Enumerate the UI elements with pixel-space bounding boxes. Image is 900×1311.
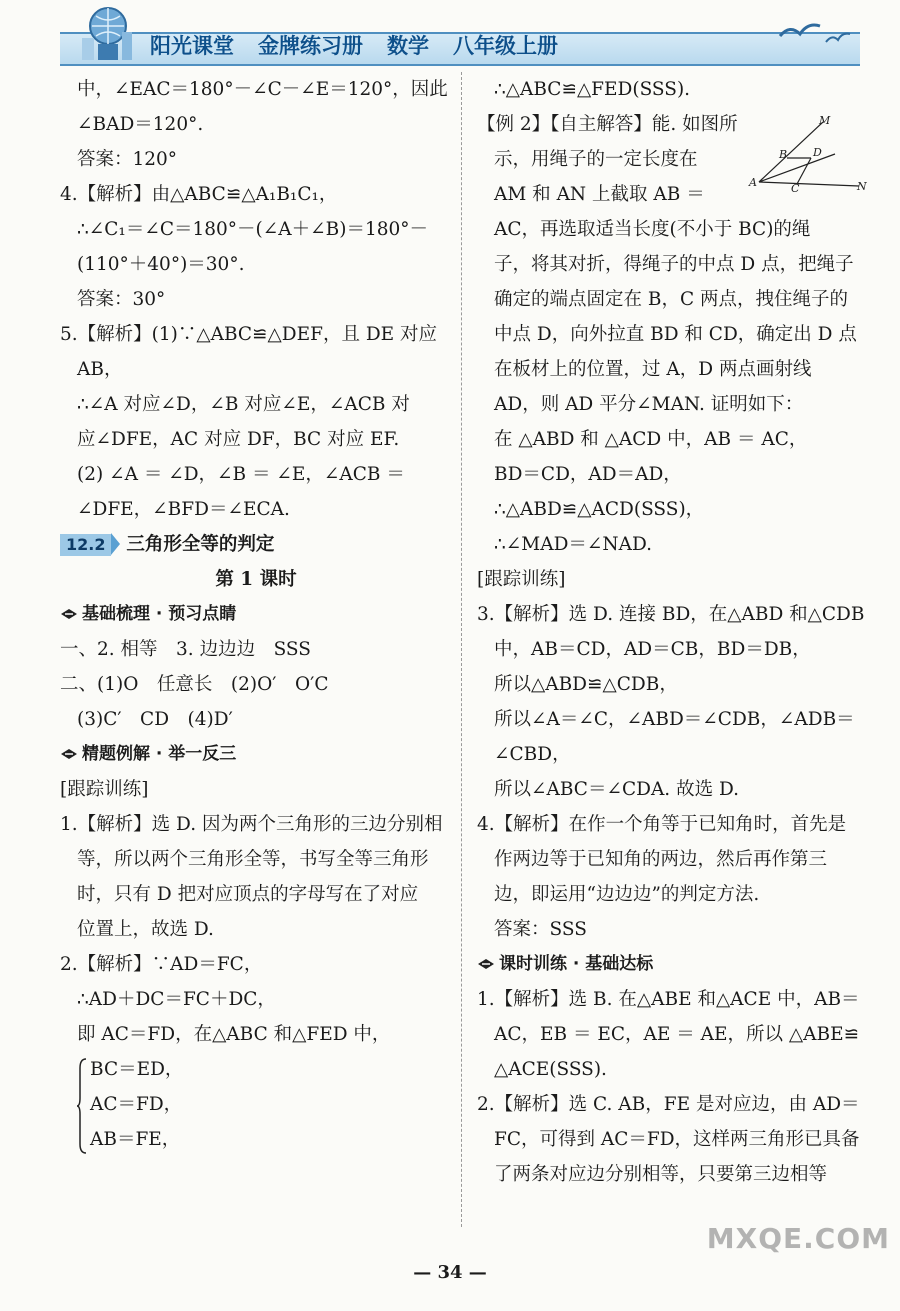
header-title xyxy=(150,30,582,60)
column-divider xyxy=(461,72,462,1227)
text-line: 示，用绳子的一定长度在 xyxy=(494,149,698,170)
text-line: 边，即运用“边边边”的判定方法. xyxy=(494,884,760,905)
page-number: — 34 — xyxy=(413,1262,487,1283)
text-line: 【例 2】【自主解答】能. 如图所 xyxy=(477,114,738,135)
answer-line: 答案：SSS xyxy=(494,919,587,940)
text-line: 1.【解析】选 D. 因为两个三角形的三边分别相 xyxy=(60,814,443,835)
answer-line: 答案：30° xyxy=(77,289,166,310)
text-line: 所以∠ABC＝∠CDA. 故选 D. xyxy=(494,779,739,800)
text-line: AC，再选取适当长度(不小于 BC)的绳 xyxy=(494,219,811,240)
text-line: ∴∠C₁＝∠C＝180°－(∠A＋∠B)＝180°－ xyxy=(77,219,429,240)
label-b: B xyxy=(779,148,788,161)
lesson-title: 第 1 课时 xyxy=(215,569,297,590)
text-line: 中，∠EAC＝180°－∠C－∠E＝120°，因此 xyxy=(77,79,448,100)
grade-name: 八年级上册 xyxy=(453,34,558,58)
book-name: 金牌练习册 xyxy=(258,34,363,58)
section-number-badge: 12.2 xyxy=(60,534,111,556)
label-c: C xyxy=(791,182,800,192)
text-line: 中点 D，向外拉直 BD 和 CD，确定出 D 点 xyxy=(494,324,857,345)
text-line: 3.【解析】选 D. 连接 BD，在△ABD 和△CDB xyxy=(477,604,865,625)
section-heading xyxy=(60,527,452,562)
subsection-heading xyxy=(60,737,452,772)
text-line: ∠CBD， xyxy=(494,744,571,765)
birds-icon xyxy=(770,6,860,56)
text-line: 作两边等于已知角的两边，然后再作第三 xyxy=(494,849,828,870)
text-line: ∠DFE，∠BFD＝∠ECA. xyxy=(77,499,290,520)
arrow-icon xyxy=(111,533,120,555)
label-n: N xyxy=(857,180,867,192)
text-line: 2.【解析】选 C. AB，FE 是对应边，由 AD＝ xyxy=(477,1094,860,1115)
text-line: 5.【解析】(1)∵△ABC≌△DEF，且 DE 对应 xyxy=(60,324,438,345)
diamond-bullet-icon xyxy=(60,748,78,760)
text-line: (110°＋40°)＝30°. xyxy=(77,254,245,275)
text-line: 4.【解析】由△ABC≌△A₁B₁C₁， xyxy=(60,184,338,205)
text-line: ∴∠MAD＝∠NAD. xyxy=(494,534,653,555)
text-line: 子，将其对折，得绳子的中点 D 点，把绳子 xyxy=(494,254,854,275)
label-d: D xyxy=(813,146,822,159)
diamond-bullet-icon xyxy=(477,958,495,970)
text-line: 所以∠A＝∠C，∠ABD＝∠CDB，∠ADB＝ xyxy=(494,709,855,730)
segment-cd xyxy=(797,158,811,184)
subsection-heading-text: 基础梳理 · 预习点睛 xyxy=(82,604,237,624)
text-line: 确定的端点固定在 B，C 两点，拽住绳子的 xyxy=(494,289,849,310)
text-line: 了两条对应边分别相等，只要第三边相等 xyxy=(494,1164,828,1185)
text-line: 即 AC＝FD，在△ABC 和△FED 中， xyxy=(77,1024,391,1045)
text-line: 等，所以两个三角形全等，书写全等三角形 xyxy=(77,849,429,870)
subsection-heading xyxy=(477,947,867,982)
text-line: AD，则 AD 平分∠MAN. 证明如下： xyxy=(494,394,804,415)
text-line: 中，AB＝CD，AD＝CB，BD＝DB， xyxy=(494,639,811,660)
page-header xyxy=(0,0,900,68)
series-name: 阳光课堂 xyxy=(150,34,234,58)
text-line: FC，可得到 AC＝FD，这样两三角形已具备 xyxy=(494,1129,860,1150)
right-column xyxy=(477,72,867,1192)
equation-line: BC＝ED， xyxy=(90,1059,184,1080)
diamond-bullet-icon xyxy=(60,608,78,620)
text-line: 2.【解析】∵AD＝FC， xyxy=(60,954,263,975)
answer-line: 答案：120° xyxy=(77,149,178,170)
text-line: ∴∠A 对应∠D，∠B 对应∠E，∠ACB 对 xyxy=(77,394,410,415)
text-line: AB， xyxy=(77,359,123,380)
text-line: △ACE(SSS). xyxy=(494,1059,607,1080)
globe-logo-icon xyxy=(78,2,148,64)
subsection-heading-text: 课时训练 · 基础达标 xyxy=(499,954,654,974)
subject-name: 数学 xyxy=(387,34,429,58)
subsection-heading-text: 精题例解 · 举一反三 xyxy=(82,744,237,764)
text-line: (3)C′ CD (4)D′ xyxy=(77,709,233,730)
text-line: [跟踪训练] xyxy=(60,779,149,800)
text-line: 在 △ABD 和 △ACD 中，AB ＝ AC， xyxy=(494,429,808,450)
text-line: 应∠DFE，AC 对应 DF，BC 对应 EF. xyxy=(77,429,400,450)
equation-line: AB＝FE， xyxy=(90,1129,181,1150)
text-line: BD＝CD，AD＝AD， xyxy=(494,464,682,485)
text-line: [跟踪训练] xyxy=(477,569,566,590)
text-line: 在板材上的位置，过 A，D 两点画射线 xyxy=(494,359,812,380)
label-m: M xyxy=(819,116,831,127)
text-line: 位置上，故选 D. xyxy=(77,919,214,940)
text-line: ∴△ABD≌△ACD(SSS)， xyxy=(494,499,705,520)
left-column xyxy=(60,72,452,1157)
angle-bisector-figure xyxy=(747,116,867,192)
text-line: (2) ∠A ＝ ∠D，∠B ＝ ∠E，∠ACB ＝ xyxy=(77,464,405,485)
equation-line: AC＝FD， xyxy=(90,1094,183,1115)
text-line: 4.【解析】在作一个角等于已知角时，首先是 xyxy=(477,814,847,835)
equation-system xyxy=(60,1052,452,1157)
text-line: 一、2. 相等 3. 边边边 SSS xyxy=(60,639,311,660)
subsection-heading xyxy=(60,597,452,632)
text-line: AC，EB ＝ EC，AE ＝ AE，所以 △ABE≌ xyxy=(494,1024,860,1045)
text-line: ∴AD＋DC＝FC＋DC， xyxy=(77,989,276,1010)
watermark: MXQE.COM xyxy=(706,1222,890,1255)
ray-an xyxy=(759,182,859,186)
section-title: 三角形全等的判定 xyxy=(126,534,275,555)
text-line: 1.【解析】选 B. 在△ABE 和△ACE 中，AB＝ xyxy=(477,989,860,1010)
text-line: 所以△ABD≌△CDB， xyxy=(494,674,678,695)
text-line: 二、(1)O 任意长 (2)O′ O′C xyxy=(60,674,329,695)
text-line: AM 和 AN 上截取 AB ＝ xyxy=(494,184,705,205)
text-line: ∴△ABC≌△FED(SSS). xyxy=(494,79,691,100)
label-a: A xyxy=(749,176,757,189)
brace-icon xyxy=(77,1058,87,1154)
text-line: ∠BAD＝120°. xyxy=(77,114,204,135)
text-line: 时，只有 D 把对应顶点的字母写在了对应 xyxy=(77,884,419,905)
